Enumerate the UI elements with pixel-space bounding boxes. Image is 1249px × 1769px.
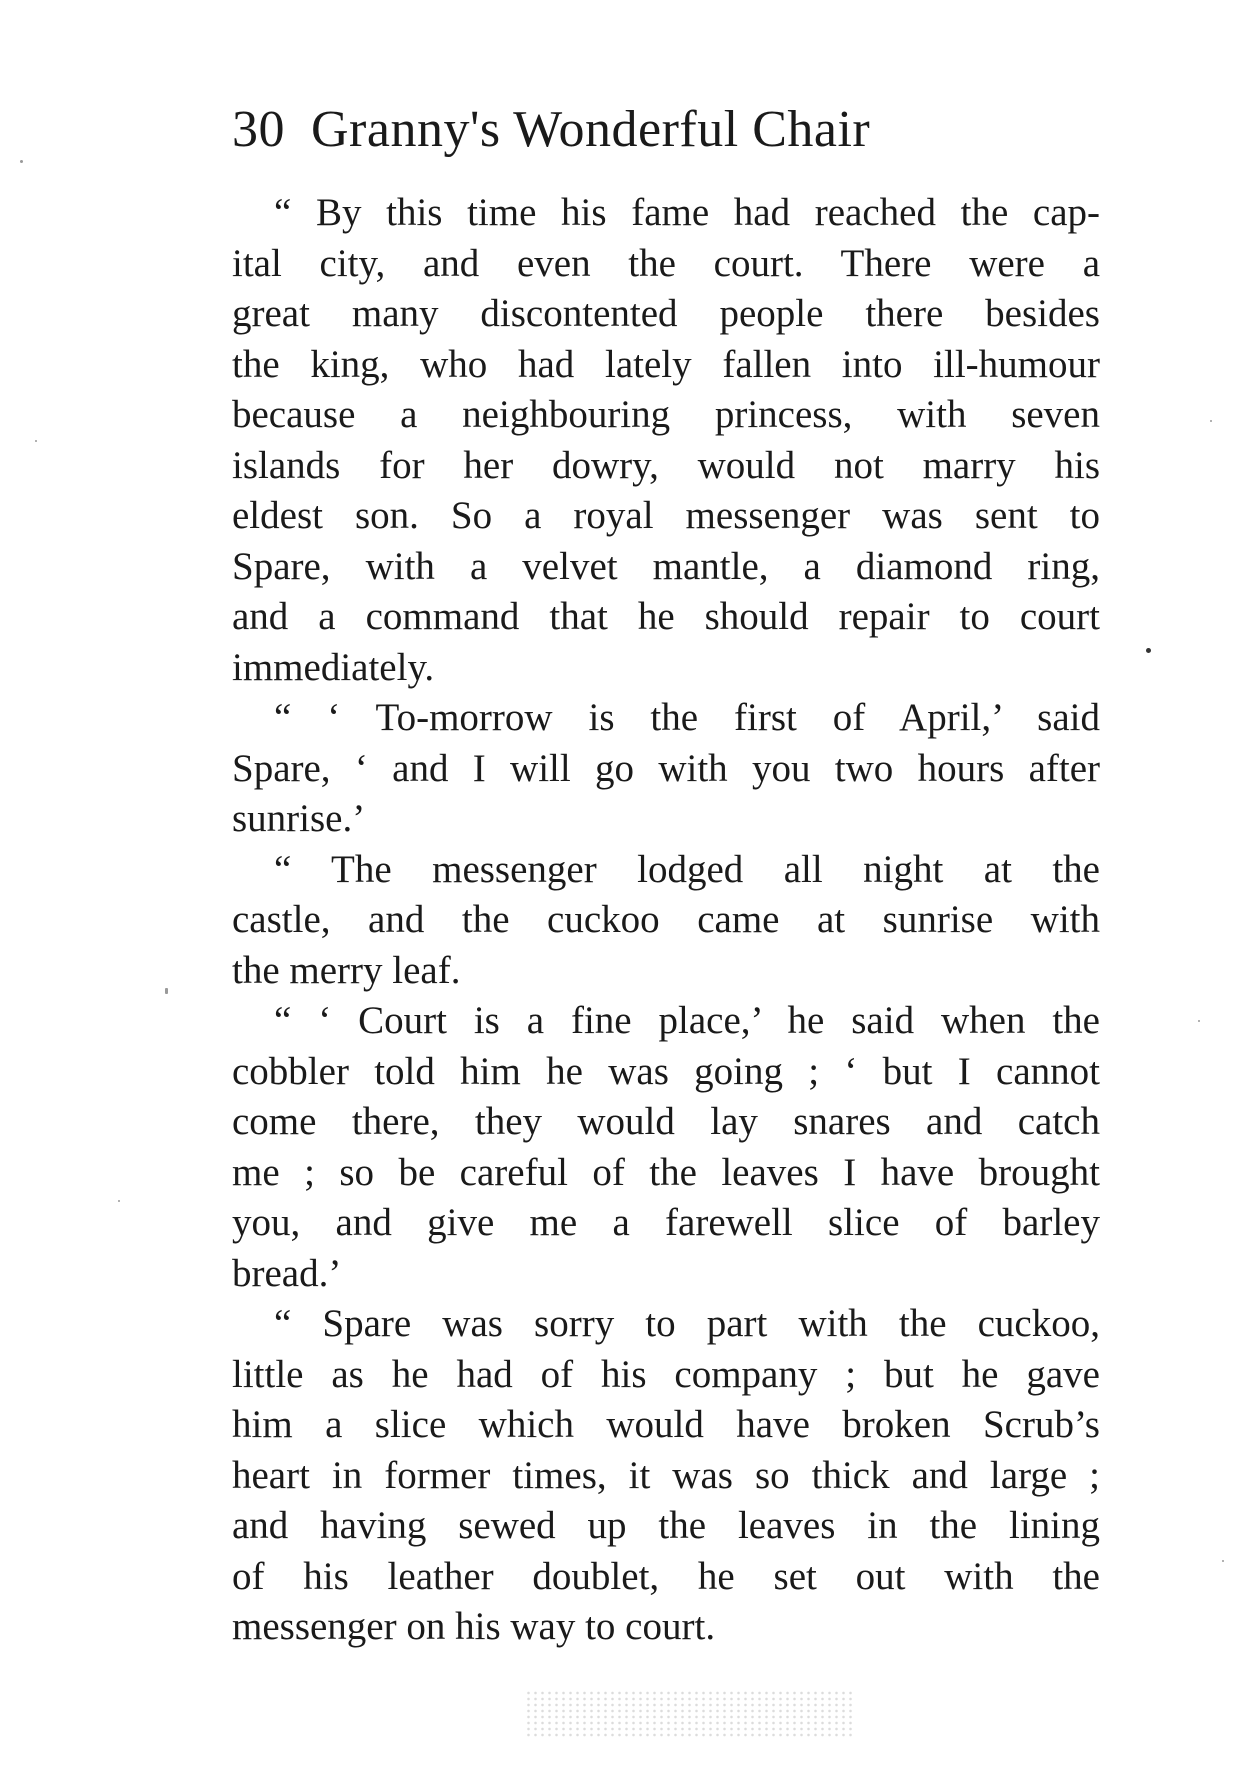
text-line: you, and give me a farewell slice of barley: [232, 1201, 1100, 1244]
scan-smudge: [525, 1690, 855, 1738]
text-line: islands for her dowry, would not marry his: [232, 443, 1100, 487]
text-line: the king, who had lately fallen into ill-humour: [232, 342, 1100, 386]
text-line: come there, they would lay snares and catch: [232, 1100, 1100, 1143]
scan-speck: [165, 988, 168, 994]
text-line: “ Spare was sorry to part with the cuckoo,: [274, 1302, 1100, 1345]
running-title: Granny's Wonderful Chair: [311, 101, 871, 158]
scan-speck: [1210, 420, 1212, 422]
text-line: castle, and the cuckoo came at sunrise with: [232, 898, 1100, 941]
scan-speck: [118, 1200, 120, 1202]
scan-speck: [1222, 1560, 1224, 1562]
text-line: “ The messenger lodged all night at the: [274, 847, 1100, 891]
body-text: [232, 188, 1100, 1653]
text-line: the merry leaf.: [232, 948, 461, 992]
scan-speck: [1198, 1020, 1200, 1022]
text-line: and having sewed up the leaves in the lining: [232, 1504, 1100, 1547]
scan-speck: [1146, 648, 1151, 653]
text-line: messenger on his way to court.: [232, 1605, 716, 1648]
text-line: “ ‘ To-morrow is the first of April,’ said: [274, 696, 1100, 739]
text-line: heart in former times, it was so thick and large ;: [232, 1453, 1100, 1497]
text-line: great many discontented people there besides: [232, 292, 1100, 335]
scan-speck: [35, 440, 37, 442]
text-line: ital city, and even the court. There were a: [232, 241, 1100, 285]
text-line: me ; so be careful of the leaves I have brought: [232, 1150, 1100, 1194]
running-head: [232, 98, 1052, 162]
text-line: eldest son. So a royal messenger was sent to: [232, 494, 1100, 537]
text-line: sunrise.’: [232, 797, 366, 840]
text-line: “ ‘ Court is a fine place,’ he said when the: [274, 999, 1100, 1042]
text-line: cobbler told him he was going ; ‘ but I cannot: [232, 1049, 1100, 1093]
text-line: and a command that he should repair to court: [232, 595, 1100, 638]
page-number: 30: [232, 101, 285, 158]
text-line: “ By this time his fame had reached the cap-: [274, 191, 1100, 234]
scan-speck: [20, 160, 23, 163]
text-line: Spare, with a velvet mantle, a diamond ring,: [232, 544, 1100, 588]
text-line: because a neighbouring princess, with seven: [232, 393, 1100, 436]
text-line: of his leather doublet, he set out with the: [232, 1554, 1100, 1598]
text-line: him a slice which would have broken Scrub’s: [232, 1403, 1100, 1446]
text-line: Spare, ‘ and I will go with you two hours after: [232, 746, 1100, 790]
text-line: little as he had of his company ; but he gave: [232, 1352, 1100, 1396]
text-line: immediately.: [232, 645, 435, 689]
text-line: bread.’: [232, 1251, 342, 1295]
